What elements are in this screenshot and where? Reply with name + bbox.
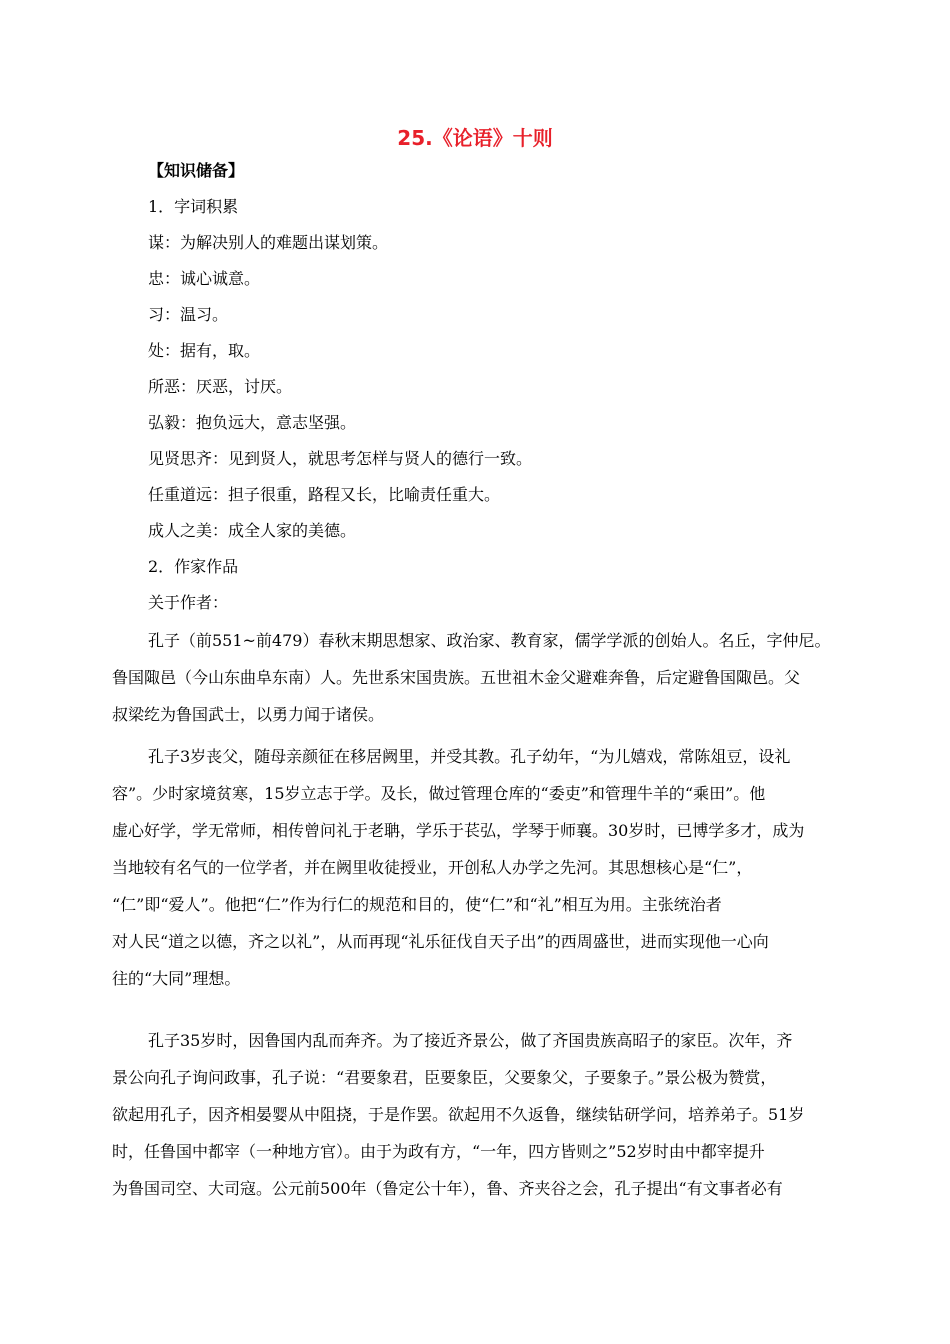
paragraph-line: 时，任鲁国中都宰（一种地方官）。由于为政有方，“一年，四方皆则之”52岁时由中都宰提升 [112, 1142, 765, 1161]
paragraph-2 [112, 738, 838, 997]
paragraph-line: 叔梁纥为鲁国武士，以勇力闻于诸侯。 [112, 705, 385, 724]
list-item: 弘毅：抱负远大，意志坚强。 [148, 413, 357, 432]
section-heading: 【知识储备】 [148, 161, 245, 180]
paragraph-line: 孔子（前551~前479）春秋末期思想家、政治家、教育家，儒学学派的创始人。名丘，字仲尼。 [148, 631, 831, 650]
paragraph-line: “仁”即“爱人”。他把“仁”作为行仁的规范和目的，使“仁”和“礼”相互为用。主张统治者 [112, 895, 722, 914]
list-item: 成人之美：成全人家的美德。 [148, 521, 357, 540]
list-item: 处：据有，取。 [148, 341, 261, 360]
paragraph-1 [112, 622, 838, 733]
paragraph-line: 鲁国陬邑（今山东曲阜东南）人。先世系宋国贵族。五世祖木金父避难奔鲁，后定避鲁国陬邑。父 [112, 668, 801, 687]
paragraph-line: 对人民“道之以德，齐之以礼”，从而再现“礼乐征伐自天子出”的西周盛世，进而实现他一心向 [112, 932, 769, 951]
paragraph-line: 为鲁国司空、大司寇。公元前500年（鲁定公十年），鲁、齐夹谷之会，孔子提出“有文事者必有 [112, 1179, 783, 1198]
list-item: 任重道远：担子很重，路程又长，比喻责任重大。 [148, 485, 501, 504]
list-item: 所恶：厌恶，讨厌。 [148, 377, 293, 396]
paragraph-line: 容”。少时家境贫寒，15岁立志于学。及长，做过管理仓库的“委吏”和管理牛羊的“乘田”。他 [112, 784, 766, 803]
list-item: 1．字词积累 [148, 197, 239, 216]
list-item: 谋：为解决别人的难题出谋划策。 [148, 233, 389, 252]
paragraph-3 [112, 1022, 838, 1207]
paragraph-line: 孔子35岁时，因鲁国内乱而奔齐。为了接近齐景公，做了齐国贵族高昭子的家臣。次年，齐 [148, 1031, 793, 1050]
paragraph-line: 景公向孔子询问政事，孔子说：“君要象君，臣要象臣，父要象父，子要象子。”景公极为赞赏， [112, 1068, 777, 1087]
paragraph-line: 往的“大同”理想。 [112, 969, 241, 988]
paragraph-line: 当地较有名气的一位学者，并在阙里收徒授业，开创私人办学之先河。其思想核心是“仁”， [112, 858, 753, 877]
paragraph-line: 孔子3岁丧父，随母亲颜征在移居阙里，并受其教。孔子幼年，“为儿嬉戏，常陈俎豆，设礼 [148, 747, 791, 766]
list-item: 2．作家作品 [148, 557, 239, 576]
page-title: 25.《论语》十则 [397, 126, 553, 150]
paragraph-line: 虚心好学，学无常师，相传曾问礼于老聃，学乐于苌弘，学琴于师襄。30岁时，已博学多才，成为 [112, 821, 805, 840]
knowledge-section [148, 153, 838, 621]
list-item: 习：温习。 [148, 305, 229, 324]
list-item: 见贤思齐：见到贤人，就思考怎样与贤人的德行一致。 [148, 449, 533, 468]
list-item: 忠：诚心诚意。 [148, 269, 261, 288]
paragraph-line: 欲起用孔子，因齐相晏婴从中阻挠，于是作罢。欲起用不久返鲁，继续钻研学问，培养弟子。51岁 [112, 1105, 805, 1124]
list-item: 关于作者： [148, 593, 229, 612]
